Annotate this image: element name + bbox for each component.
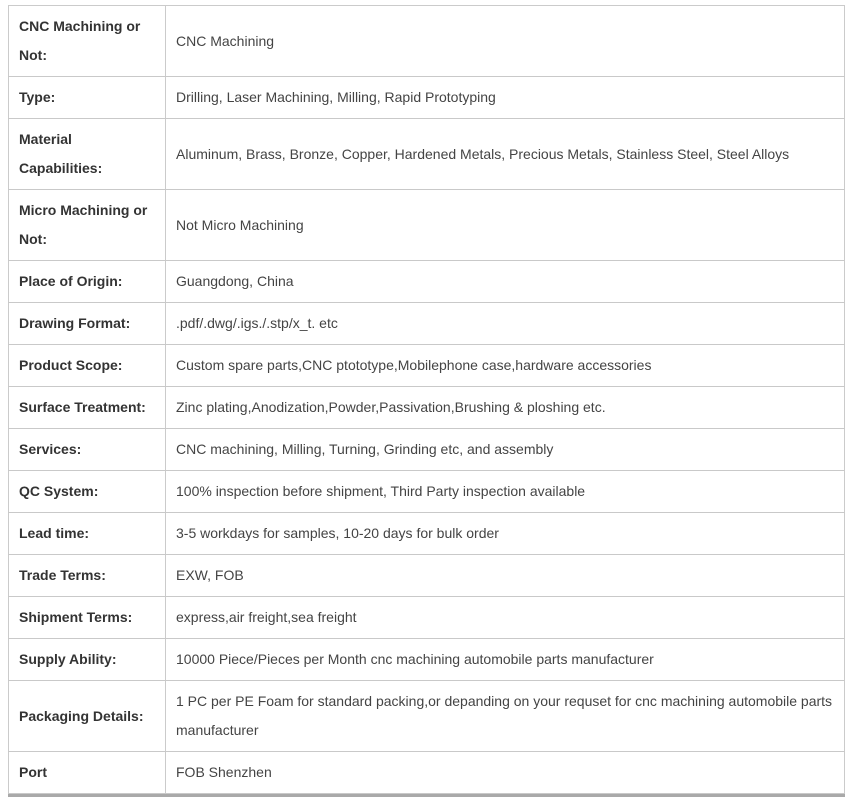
spec-label: Place of Origin:	[9, 261, 166, 303]
table-row	[9, 752, 845, 794]
spec-label: Drawing Format:	[9, 303, 166, 345]
spec-value: CNC Machining	[166, 6, 845, 77]
table-row	[9, 119, 845, 190]
table-row	[9, 555, 845, 597]
spec-label: Material Capabilities:	[9, 119, 166, 190]
table-row	[9, 597, 845, 639]
spec-label: Trade Terms:	[9, 555, 166, 597]
table-row	[9, 471, 845, 513]
spec-value: Not Micro Machining	[166, 190, 845, 261]
spec-label: Surface Treatment:	[9, 387, 166, 429]
spec-label: Packaging Details:	[9, 681, 166, 752]
spec-value: 100% inspection before shipment, Third Party inspection available	[166, 471, 845, 513]
spec-label: Micro Machining or Not:	[9, 190, 166, 261]
spec-label: Product Scope:	[9, 345, 166, 387]
table-row	[9, 513, 845, 555]
spec-value: express,air freight,sea freight	[166, 597, 845, 639]
spec-value: FOB Shenzhen	[166, 752, 845, 794]
spec-value: 10000 Piece/Pieces per Month cnc machining automobile parts manufacturer	[166, 639, 845, 681]
spec-value: 1 PC per PE Foam for standard packing,or depanding on your requset for cnc machining automobile parts manufacturer	[166, 681, 845, 752]
spec-value: .pdf/.dwg/.igs./.stp/x_t. etc	[166, 303, 845, 345]
spec-value: Guangdong, China	[166, 261, 845, 303]
spec-value: EXW, FOB	[166, 555, 845, 597]
table-row	[9, 261, 845, 303]
spec-table	[8, 5, 845, 794]
spec-label: QC System:	[9, 471, 166, 513]
table-row	[9, 77, 845, 119]
table-row	[9, 190, 845, 261]
spec-label: CNC Machining or Not:	[9, 6, 166, 77]
spec-label: Shipment Terms:	[9, 597, 166, 639]
table-row	[9, 303, 845, 345]
table-row	[9, 429, 845, 471]
spec-label: Services:	[9, 429, 166, 471]
product-spec-table	[8, 5, 845, 797]
spec-value: Drilling, Laser Machining, Milling, Rapid Prototyping	[166, 77, 845, 119]
spec-value: CNC machining, Milling, Turning, Grinding etc, and assembly	[166, 429, 845, 471]
table-row	[9, 6, 845, 77]
table-row	[9, 639, 845, 681]
spec-value: Aluminum, Brass, Bronze, Copper, Hardened Metals, Precious Metals, Stainless Steel, Steel Alloys	[166, 119, 845, 190]
spec-label: Lead time:	[9, 513, 166, 555]
spec-label: Port	[9, 752, 166, 794]
spec-value: Zinc plating,Anodization,Powder,Passivation,Brushing & ploshing etc.	[166, 387, 845, 429]
spec-value: 3-5 workdays for samples, 10-20 days for bulk order	[166, 513, 845, 555]
table-row	[9, 387, 845, 429]
spec-label: Supply Ability:	[9, 639, 166, 681]
spec-label: Type:	[9, 77, 166, 119]
table-row	[9, 345, 845, 387]
table-row	[9, 681, 845, 752]
spec-value: Custom spare parts,CNC ptototype,Mobilephone case,hardware accessories	[166, 345, 845, 387]
